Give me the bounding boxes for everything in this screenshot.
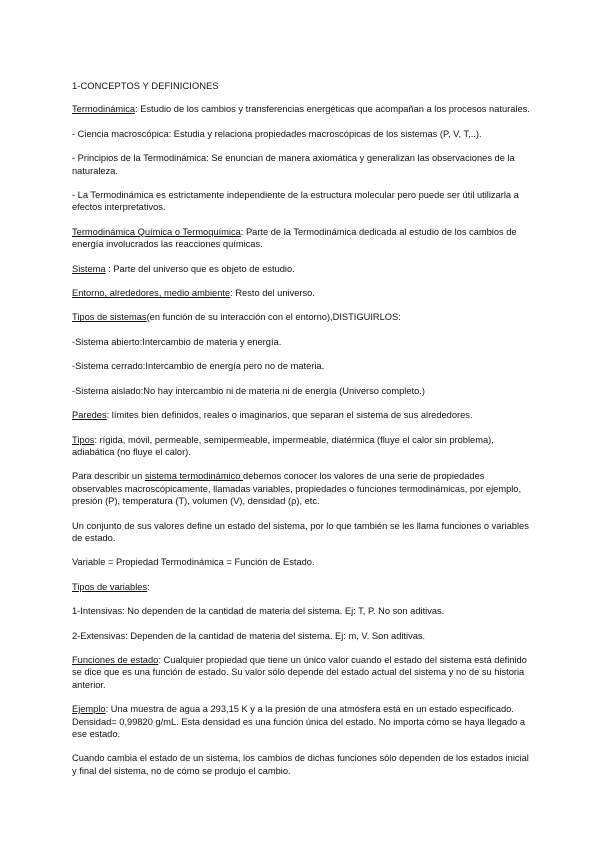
term: Paredes	[72, 410, 107, 421]
term: Entorno, alrededores, medio ambiente	[72, 288, 231, 299]
bullet-principios: - Principios de la Termodinámica: Se enuncian de manera axiomática y generalizan las observaciones de la naturaleza.	[72, 153, 515, 176]
term: Termodinámica	[72, 104, 136, 115]
term: sistema termodinámico	[144, 471, 244, 482]
example-text: : Una muestra de agua a 293,15 K y a la presión de una atmósfera está en un estado especificado. Densidad= 0,99820 g/mL. Esta densidad es una función única del estado. No importa cómo se haya llegado a ese estado.	[72, 704, 526, 739]
paragraph-prefix: Para describir un	[72, 471, 145, 482]
definition-text: : Estudio de los cambios y transferencias energéticas que acompañan a los procesos naturales.	[135, 104, 530, 115]
term: Termodinámica Química o Termoquímica	[72, 226, 241, 237]
sistema-abierto: -Sistema abierto:Intercambio de materia y energía.	[72, 336, 282, 347]
definition-text: : límites bien definidos, reales o imaginarios, que separan el sistema de sus alrededores.	[106, 410, 473, 421]
definition-text: : Parte del universo que es objeto de estudio.	[105, 263, 295, 274]
paragraph-estado: Un conjunto de sus valores define un estado del sistema, por lo que también se les llama funciones o variables de estado.	[72, 520, 529, 543]
definition-entorno	[72, 287, 530, 299]
section-title: 1-CONCEPTOS Y DEFINICIONES	[72, 81, 219, 91]
sistema-cerrado: -Sistema cerrado:Intercambio de energía pero no de materia.	[72, 361, 325, 372]
sistema-aislado: -Sistema aislado:No hay intercambio ni de materia ni de energía (Universo completo.)	[72, 385, 425, 396]
example-paragraph	[72, 703, 530, 740]
paragraph-variable: Variable = Propiedad Termodinámica = Función de Estado.	[72, 557, 315, 568]
definition-text: : rígida, móvil, permeable, semipermeable, impermeable, diatérmica (fluye el calor sin problema), adiabática (no fluye el calor).	[72, 434, 494, 457]
definition-text: : Cualquier propiedad que tiene un único valor cuando el estado del sistema está definido se dice que es una función de estado. Su valor sólo depende del estado actual del sistema y no de su historia anterior.	[72, 654, 527, 690]
term: Tipos	[72, 434, 95, 445]
definition-text: : Parte de la Termodinámica dedicada al estudio de los cambios de energía involucrados las reacciones químicas.	[72, 226, 517, 250]
definition-termodinamica	[72, 103, 530, 115]
paragraph-text: debemos conocer los valores de una serie de propiedades observables macroscópicamente, llamadas variables, propiedades o funciones termodinámicas, por ejemplo, presión (P), temperatura (T), volumen (V), densidad (ρ), etc.	[72, 471, 522, 507]
definition-funciones-estado	[72, 654, 530, 691]
term: Tipos de variables	[72, 581, 148, 592]
definition-paredes	[72, 409, 530, 421]
definition-tipos-sistemas	[72, 311, 530, 323]
variables-extensivas: 2-Extensivas: Dependen de la cantidad de materia del sistema. Ej: m, V. Son aditivas.	[72, 630, 426, 641]
variables-intensivas: 1-Intensivas: No dependen de la cantidad de materia del sistema. Ej: T, P. No son aditivas.	[72, 606, 445, 617]
definition-tipos	[72, 434, 530, 459]
definition-termoquimica	[72, 226, 530, 251]
definition-text: :	[147, 581, 150, 592]
term: Funciones de estado	[72, 654, 159, 665]
term: Tipos de sistemas	[72, 312, 147, 323]
bullet-independiente: - La Termodinámica es estrictamente independiente de la estructura molecular pero puede ser útil utilizarla a efectos interpretativos.	[72, 190, 519, 213]
definition-text: : Resto del universo.	[230, 288, 315, 299]
term: Ejemplo	[72, 704, 106, 715]
definition-tipos-variables	[72, 581, 530, 593]
bullet-ciencia-macroscopica: - Ciencia macroscópica: Estudia y relaciona propiedades macroscópicas de los sistemas (P, V, T,..).	[72, 128, 482, 139]
paragraph-sistema-termodinamico	[72, 470, 530, 507]
term: Sistema	[72, 263, 106, 274]
definition-text: (en función de su interacción con el entorno),DISTIGUIRLOS:	[146, 312, 401, 323]
definition-sistema	[72, 263, 530, 275]
paragraph-cambio-estado: Cuando cambia el estado de un sistema, los cambios de dichas funciones sólo dependen de los estados inicial y final del sistema, no de cómo se produjo el cambio.	[72, 753, 529, 776]
